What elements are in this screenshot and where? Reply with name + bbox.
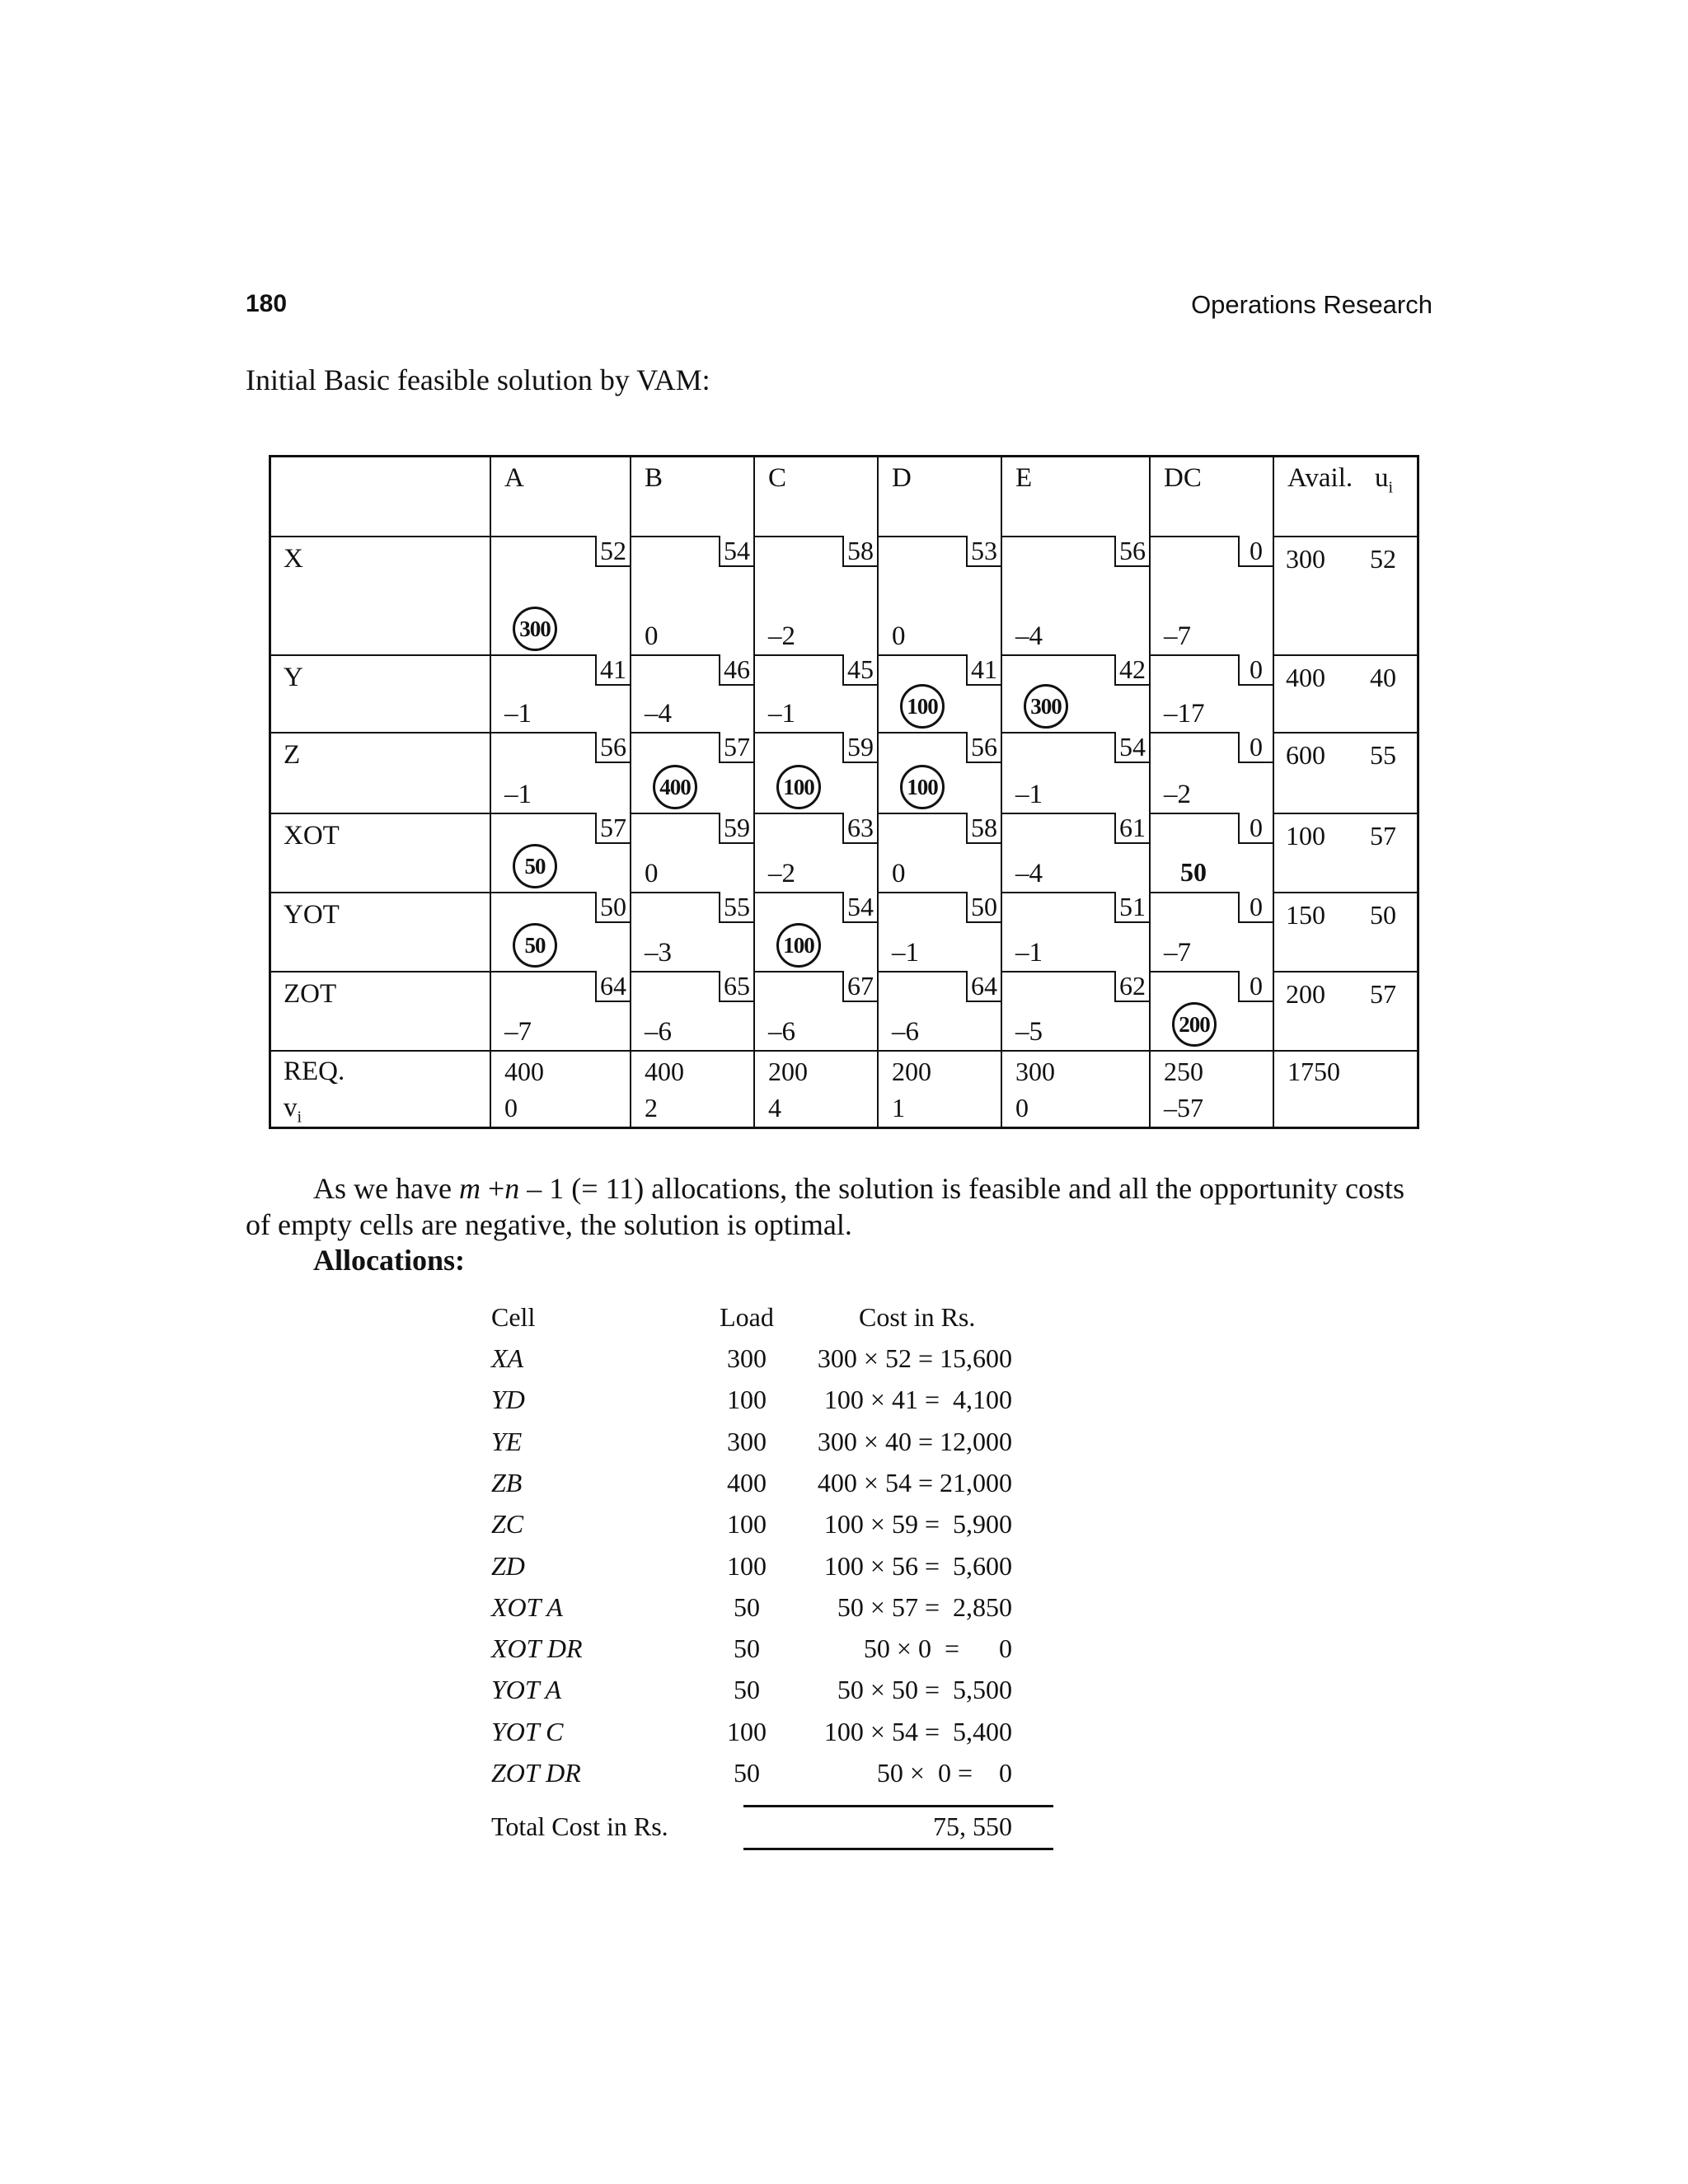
unit-cost: 0 <box>1238 732 1273 763</box>
alloc-row-cost: 100 × 54 = 5,400 <box>823 1716 1012 1746</box>
row-label-z: Z <box>284 740 301 770</box>
intro-text: Initial Basic feasible solution by VAM: <box>246 363 710 396</box>
allocations-heading: Allocations: <box>313 1244 465 1277</box>
opportunity-cost: –4 <box>645 699 672 729</box>
total-cost-label: Total Cost in Rs. <box>491 1811 668 1841</box>
column-requirement: 250 <box>1164 1057 1203 1086</box>
allocation-circle: 100 <box>900 684 945 729</box>
unit-cost: 46 <box>719 654 753 686</box>
alloc-row-cost: 100 × 59 = 5,900 <box>823 1509 1012 1540</box>
allocation-circle: 100 <box>776 765 821 809</box>
opportunity-cost: 0 <box>645 859 659 888</box>
row-label-y: Y <box>284 663 303 692</box>
unit-cost: 64 <box>595 971 630 1002</box>
table-vline <box>753 455 755 1129</box>
alloc-header-cell: Cell <box>491 1302 536 1332</box>
opportunity-cost: –1 <box>1015 780 1043 809</box>
unit-cost: 67 <box>842 971 877 1002</box>
row-availability: 100 <box>1286 821 1325 851</box>
row-availability: 400 <box>1286 663 1325 692</box>
opportunity-cost: –1 <box>1015 938 1043 968</box>
column-requirement: 400 <box>645 1057 684 1086</box>
column-v-value: 0 <box>504 1093 518 1122</box>
opportunity-cost: –6 <box>892 1017 919 1047</box>
allocation-circle: 400 <box>653 765 697 809</box>
total-rule-top <box>743 1805 1053 1807</box>
opportunity-cost: –7 <box>1164 938 1191 968</box>
alloc-header-cost: Cost in Rs. <box>859 1302 976 1332</box>
opportunity-cost: –6 <box>645 1017 672 1047</box>
v-label-subscript: i <box>297 1108 302 1127</box>
unit-cost: 62 <box>1114 971 1149 1002</box>
row-availability: 150 <box>1286 900 1325 930</box>
alloc-row-load: 100 <box>727 1550 767 1581</box>
table-hline <box>269 1127 1419 1129</box>
table-vline <box>1001 455 1002 1129</box>
unit-cost: 50 <box>966 892 1001 923</box>
unit-cost: 53 <box>966 536 1001 567</box>
opportunity-cost: 0 <box>645 621 659 651</box>
opportunity-cost: –2 <box>768 621 795 651</box>
unit-cost: 63 <box>842 813 877 844</box>
opportunity-cost: –1 <box>504 699 532 729</box>
req-label: REQ. <box>284 1057 345 1086</box>
alloc-row-load: 400 <box>727 1467 767 1497</box>
allocation-circle: 50 <box>513 844 557 888</box>
unit-cost: 56 <box>1114 536 1149 567</box>
column-header-b: B <box>645 463 663 493</box>
unit-cost: 56 <box>966 732 1001 763</box>
unit-cost: 0 <box>1238 654 1273 686</box>
opportunity-cost: –1 <box>892 938 919 968</box>
unit-cost: 41 <box>595 654 630 686</box>
table-vline <box>269 455 271 1129</box>
opportunity-cost: –2 <box>768 859 795 888</box>
column-header-dc: DC <box>1164 463 1202 493</box>
alloc-row-cost: 50 × 57 = 2,850 <box>837 1591 1012 1622</box>
row-availability: 200 <box>1286 979 1325 1009</box>
unit-cost: 54 <box>1114 732 1149 763</box>
row-label-zot: ZOT <box>284 979 337 1009</box>
unit-cost: 51 <box>1114 892 1149 923</box>
opportunity-cost: 0 <box>892 859 906 888</box>
alloc-row-cost: 300 × 40 = 12,000 <box>817 1426 1012 1456</box>
unit-cost: 50 <box>595 892 630 923</box>
v-label: $v_i$ <box>284 1093 302 1127</box>
avail-header: Avail. <box>1287 463 1353 493</box>
unit-cost: 58 <box>966 813 1001 844</box>
unit-cost: 45 <box>842 654 877 686</box>
alloc-header-load: Load <box>720 1302 774 1332</box>
alloc-row-cost: 50 × 0 = 0 <box>876 1758 1012 1788</box>
unit-cost: 57 <box>719 732 753 763</box>
opportunity-cost: –4 <box>1015 621 1043 651</box>
column-requirement: 400 <box>504 1057 544 1086</box>
column-v-value: 1 <box>892 1093 905 1122</box>
row-u-value: 57 <box>1370 979 1396 1009</box>
unit-cost: 64 <box>966 971 1001 1002</box>
opportunity-cost: –7 <box>1164 621 1191 651</box>
alloc-row-cell: ZC <box>491 1509 524 1540</box>
row-availability: 300 <box>1286 544 1325 574</box>
table-hline <box>269 1050 1419 1052</box>
opportunity-cost: –17 <box>1164 699 1205 729</box>
opportunity-cost: –3 <box>645 938 672 968</box>
unit-cost: 59 <box>719 813 753 844</box>
table-vline <box>877 455 879 1129</box>
alloc-row-cell: ZD <box>491 1550 525 1581</box>
opportunity-cost: –7 <box>504 1017 532 1047</box>
unit-cost: 56 <box>595 732 630 763</box>
alloc-row-cell: YOT C <box>491 1716 564 1746</box>
alloc-row-cell: XOT A <box>491 1591 563 1622</box>
alloc-row-cost: 100 × 41 = 4,100 <box>823 1385 1012 1415</box>
unit-cost: 55 <box>719 892 753 923</box>
opportunity-cost: –1 <box>768 699 795 729</box>
alloc-row-cell: YOT A <box>491 1675 562 1705</box>
column-header-a: A <box>504 463 524 493</box>
table-vline <box>630 455 631 1129</box>
column-header-d: D <box>892 463 912 493</box>
total-requirement: 1750 <box>1287 1057 1340 1086</box>
table-vline <box>1273 455 1274 1129</box>
column-v-value: –57 <box>1164 1093 1203 1122</box>
unit-cost: 54 <box>842 892 877 923</box>
column-requirement: 200 <box>892 1057 931 1086</box>
alloc-row-cost: 300 × 52 = 15,600 <box>817 1343 1012 1373</box>
unit-cost: 61 <box>1114 813 1149 844</box>
alloc-row-cell: XA <box>491 1343 524 1373</box>
column-requirement: 300 <box>1015 1057 1055 1086</box>
column-v-value: 4 <box>768 1093 781 1122</box>
row-label-xot: XOT <box>284 821 340 851</box>
unit-cost: 0 <box>1238 892 1273 923</box>
allocation-circle: 100 <box>776 923 821 968</box>
column-requirement: 200 <box>768 1057 808 1086</box>
row-u-value: 57 <box>1370 821 1396 851</box>
unit-cost: 59 <box>842 732 877 763</box>
allocation-circle: 100 <box>900 765 945 809</box>
unit-cost: 58 <box>842 536 877 567</box>
alloc-row-load: 50 <box>734 1675 760 1705</box>
opportunity-cost: –6 <box>768 1017 795 1047</box>
opportunity-cost: 0 <box>892 621 906 651</box>
alloc-row-load: 50 <box>734 1633 760 1664</box>
unit-cost: 42 <box>1114 654 1149 686</box>
unit-cost: 0 <box>1238 813 1273 844</box>
allocation-circle: 300 <box>1024 684 1068 729</box>
table-vline <box>1149 455 1151 1129</box>
alloc-row-cell: XOT DR <box>491 1633 583 1664</box>
unit-cost: 65 <box>719 971 753 1002</box>
alloc-row-load: 100 <box>727 1509 767 1540</box>
unit-cost: 54 <box>719 536 753 567</box>
unit-cost: 57 <box>595 813 630 844</box>
transportation-table <box>269 455 1419 1129</box>
column-header-c: C <box>768 463 787 493</box>
running-header-title: Operations Research <box>1191 290 1432 319</box>
allocation-circle: 200 <box>1172 1002 1217 1047</box>
alloc-row-cost: 50 × 50 = 5,500 <box>837 1675 1012 1705</box>
row-u-value: 50 <box>1370 900 1396 930</box>
row-label-x: X <box>284 544 303 574</box>
row-u-value: 40 <box>1370 663 1396 692</box>
alloc-row-cell: ZB <box>491 1467 523 1497</box>
alloc-row-load: 100 <box>727 1716 767 1746</box>
alloc-row-cost: 400 × 54 = 21,000 <box>817 1467 1012 1497</box>
allocation-circle: 300 <box>513 607 557 651</box>
unit-cost: 0 <box>1238 971 1273 1002</box>
row-u-value: 52 <box>1370 544 1396 574</box>
alloc-row-load: 100 <box>727 1385 767 1415</box>
opportunity-cost: –1 <box>504 780 532 809</box>
optimality-paragraph: As we have m +n – 1 (= 11) allocations, the solution is feasible and all the opportunity costs of empty cells are negative, the solution is optimal. <box>246 1172 1405 1241</box>
opportunity-cost: –4 <box>1015 859 1043 888</box>
column-v-value: 0 <box>1015 1093 1029 1122</box>
alloc-row-load: 50 <box>734 1591 760 1622</box>
column-v-value: 2 <box>645 1093 658 1122</box>
alloc-row-cell: YD <box>491 1385 525 1415</box>
table-vline <box>1417 455 1419 1129</box>
unit-cost: 0 <box>1238 536 1273 567</box>
allocation-value: 50 <box>1180 857 1207 887</box>
alloc-row-cell: ZOT DR <box>491 1758 581 1788</box>
row-availability: 600 <box>1286 740 1325 770</box>
alloc-row-cost: 50 × 0 = 0 <box>863 1633 1012 1664</box>
table-vline <box>490 455 491 1129</box>
u-header: $u_i$ <box>1375 463 1394 497</box>
u-header-subscript: i <box>1388 478 1394 497</box>
total-rule-bottom <box>743 1848 1053 1850</box>
alloc-row-load: 300 <box>727 1426 767 1456</box>
allocation-circle: 50 <box>513 923 557 968</box>
row-label-yot: YOT <box>284 900 340 930</box>
unit-cost: 41 <box>966 654 1001 686</box>
alloc-row-load: 50 <box>734 1758 760 1788</box>
opportunity-cost: –2 <box>1164 780 1191 809</box>
opportunity-cost: –5 <box>1015 1017 1043 1047</box>
unit-cost: 52 <box>595 536 630 567</box>
table-hline <box>269 455 1419 457</box>
alloc-row-cell: YE <box>491 1426 523 1456</box>
total-cost-value: 75, 550 <box>933 1811 1012 1841</box>
page-number: 180 <box>246 290 288 317</box>
alloc-row-load: 300 <box>727 1343 767 1373</box>
column-header-e: E <box>1015 463 1033 493</box>
alloc-row-cost: 100 × 56 = 5,600 <box>823 1550 1012 1581</box>
row-u-value: 55 <box>1370 740 1396 770</box>
